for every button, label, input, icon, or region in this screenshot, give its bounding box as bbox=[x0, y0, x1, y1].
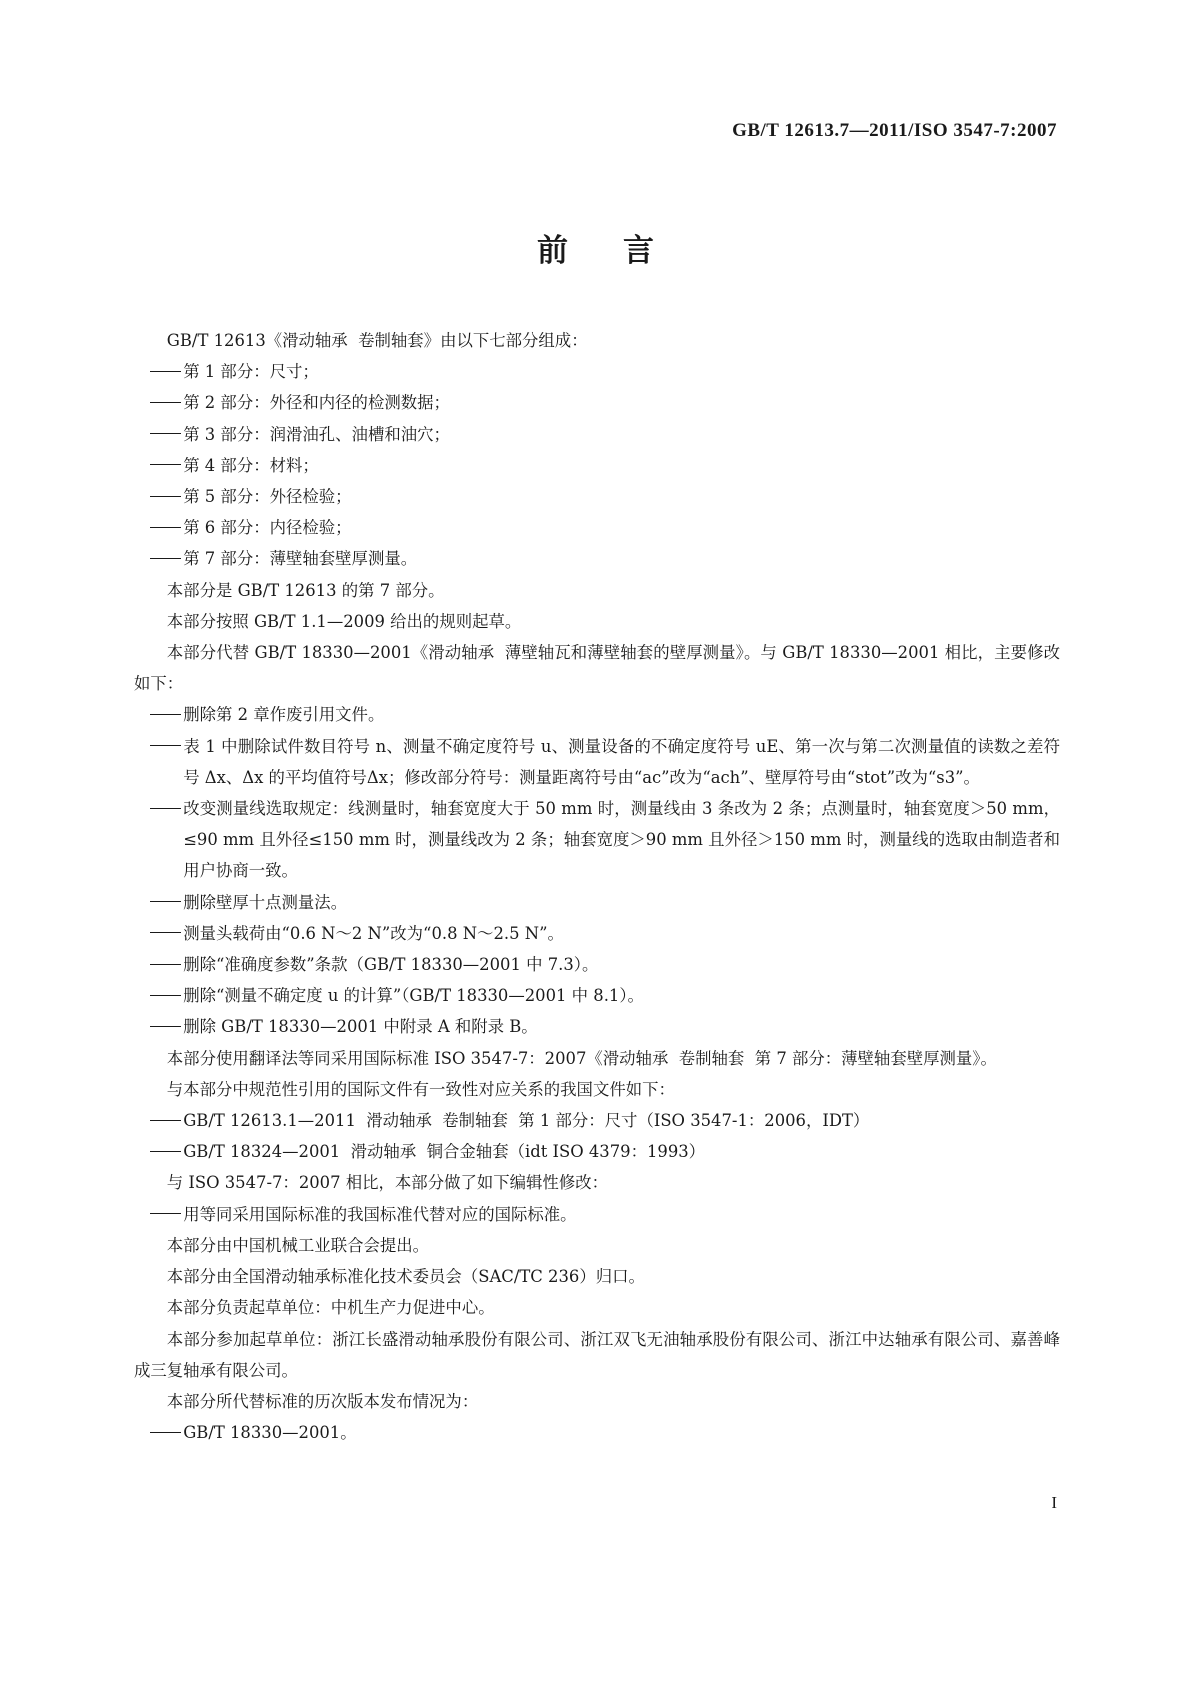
list-item: 删除 GB/T 18330—2001 中附录 A 和附录 B。 bbox=[134, 1011, 1060, 1042]
list-item: GB/T 12613.1—2011 滑动轴承 卷制轴套 第 1 部分：尺寸（ISO 3547-1：2006，IDT） bbox=[134, 1105, 1060, 1136]
paragraph: 本部分由中国机械工业联合会提出。 bbox=[166, 1235, 430, 1255]
paragraph: 本部分所代替标准的历次版本发布情况为： bbox=[166, 1391, 479, 1411]
list-item: 删除“准确度参数”条款（GB/T 18330—2001 中 7.3）。 bbox=[134, 949, 1060, 980]
paragraph: 与 ISO 3547-7：2007 相比，本部分做了如下编辑性修改： bbox=[166, 1173, 608, 1193]
page-title: 前言 bbox=[537, 233, 709, 269]
paragraph: 本部分使用翻译法等同采用国际标准 ISO 3547-7：2007《滑动轴承 卷制轴套 第 7 部分：薄壁轴套壁厚测量》。 bbox=[166, 1048, 997, 1068]
em-dash-marker bbox=[150, 543, 183, 574]
em-dash-marker bbox=[150, 481, 183, 512]
paragraph: 本部分由全国滑动轴承标准化技术委员会（SAC/TC 236）归口。 bbox=[166, 1267, 645, 1287]
em-dash-marker bbox=[150, 1199, 183, 1230]
em-dash-marker bbox=[150, 918, 183, 949]
paragraph: 本部分按照 GB/T 1.1—2009 给出的规则起草。 bbox=[166, 611, 522, 631]
list-item: 删除壁厚十点测量法。 bbox=[134, 887, 1060, 918]
paragraph: 本部分是 GB/T 12613 的第 7 部分。 bbox=[166, 580, 445, 600]
em-dash-marker bbox=[150, 731, 183, 762]
list-item: 第 6 部分：内径检验； bbox=[134, 512, 1060, 543]
list-item: 改变测量线选取规定：线测量时，轴套宽度大于 50 mm 时，测量线由 3 条改为 2 条；点测量时，轴套宽度＞50 mm，≤90 mm 且外径≤150 mm 时，测量线改为 2 条；轴套宽度＞90 mm 且外径＞150 mm 时，测量线的选取由制造者和用户协商一致。 bbox=[134, 793, 1060, 887]
list-item: GB/T 18330—2001。 bbox=[134, 1417, 1060, 1448]
paragraph: 本部分参加起草单位：浙江长盛滑动轴承股份有限公司、浙江双飞无油轴承股份有限公司、浙江中达轴承有限公司、嘉善峰成三复轴承有限公司。 bbox=[134, 1329, 1060, 1380]
list-item: 测量头载荷由“0.6 N～2 N”改为“0.8 N～2.5 N”。 bbox=[134, 918, 1060, 949]
em-dash-marker bbox=[150, 887, 183, 918]
document-body bbox=[134, 325, 1060, 1448]
paragraph: GB/T 12613《滑动轴承 卷制轴套》由以下七部分组成： bbox=[166, 331, 588, 350]
em-dash-marker bbox=[150, 387, 183, 418]
paragraph: 与本部分中规范性引用的国际文件有一致性对应关系的我国文件如下： bbox=[166, 1079, 675, 1099]
em-dash-marker bbox=[150, 1417, 183, 1448]
list-item: 表 1 中删除试件数目符号 n、测量不确定度符号 u、测量设备的不确定度符号 uE、第一次与第二次测量值的读数之差符号 Δx、Δx 的平均值符号Δx；修改部分符号：测量距离符号由“ac”改为“ach”、壁厚符号由“stot”改为“s3”。 bbox=[134, 731, 1060, 793]
paragraph: 本部分负责起草单位：中机生产力促进中心。 bbox=[166, 1298, 495, 1318]
list-item: 第 2 部分：外径和内径的检测数据； bbox=[134, 387, 1060, 418]
standard-code-header: GB/T 12613.7—2011/ISO 3547-7:2007 bbox=[732, 120, 1057, 141]
em-dash-marker bbox=[150, 419, 183, 450]
em-dash-marker bbox=[150, 512, 183, 543]
list-item: 第 7 部分：薄壁轴套壁厚测量。 bbox=[134, 543, 1060, 574]
em-dash-marker bbox=[150, 793, 183, 824]
list-item: 用等同采用国际标准的我国标准代替对应的国际标准。 bbox=[134, 1199, 1060, 1230]
em-dash-marker bbox=[150, 1105, 183, 1136]
em-dash-marker bbox=[150, 356, 183, 387]
em-dash-marker bbox=[150, 949, 183, 980]
em-dash-marker bbox=[150, 980, 183, 1011]
list-item: 删除“测量不确定度 u 的计算”（GB/T 18330—2001 中 8.1）。 bbox=[134, 980, 1060, 1011]
list-item: GB/T 18324—2001 滑动轴承 铜合金轴套（idt ISO 4379：1993） bbox=[134, 1136, 1060, 1167]
list-item: 第 1 部分：尺寸； bbox=[134, 356, 1060, 387]
list-item: 第 5 部分：外径检验； bbox=[134, 481, 1060, 512]
em-dash-marker bbox=[150, 1136, 183, 1167]
em-dash-marker bbox=[150, 1011, 183, 1042]
paragraph: 本部分代替 GB/T 18330—2001《滑动轴承 薄壁轴瓦和薄壁轴套的壁厚测量》。与 GB/T 18330—2001 相比，主要修改如下： bbox=[134, 643, 1060, 694]
list-item: 第 3 部分：润滑油孔、油槽和油穴； bbox=[134, 419, 1060, 450]
list-item: 删除第 2 章作废引用文件。 bbox=[134, 699, 1060, 730]
em-dash-marker bbox=[150, 450, 183, 481]
page-number: I bbox=[1051, 1493, 1057, 1512]
em-dash-marker bbox=[150, 699, 183, 730]
list-item: 第 4 部分：材料； bbox=[134, 450, 1060, 481]
